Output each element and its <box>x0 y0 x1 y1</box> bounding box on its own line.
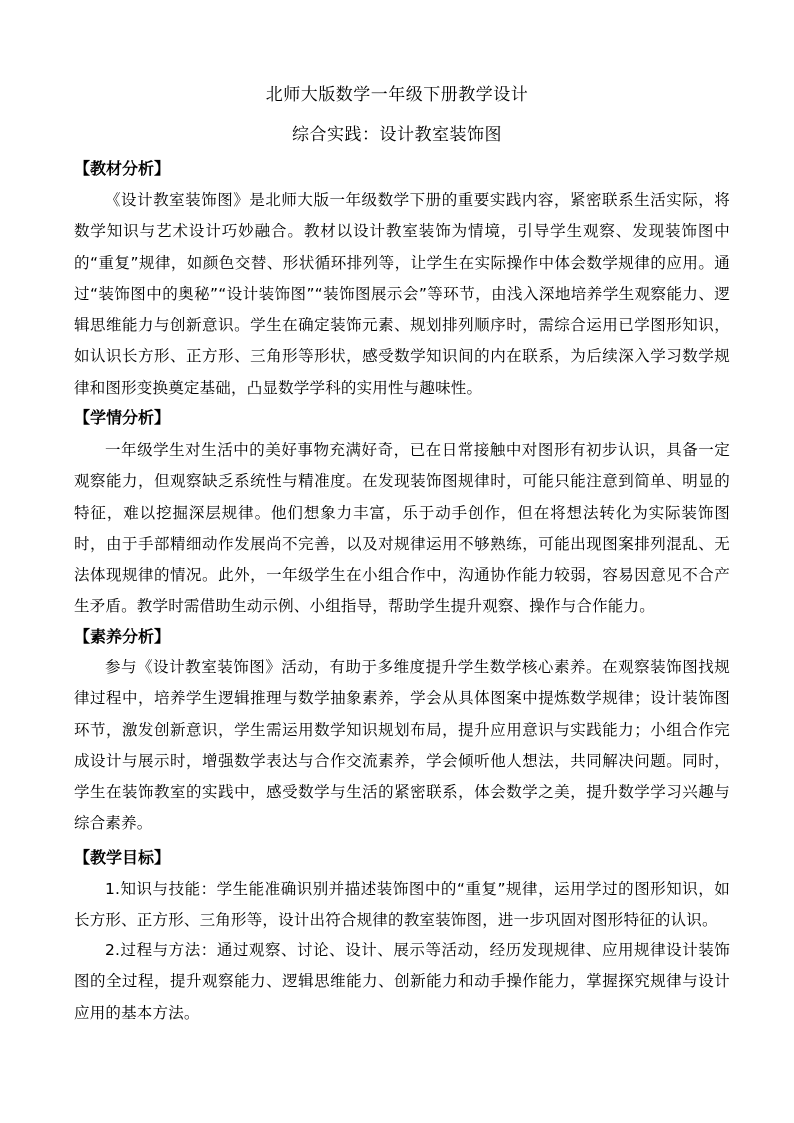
section-heading-textbook-analysis: 【教材分析】 <box>74 159 171 178</box>
document-subtitle: 综合实践：设计教室装饰图 <box>292 125 502 145</box>
document-title: 北师大版数学一年级下册教学设计 <box>265 85 529 105</box>
section-paragraph-learner-analysis: 一年级学生对生活中的美好事物充满好奇，已在日常接触中对图形有初步认识，具备一定观察能力，但观察缺乏系统性与精准度。在发现装饰图规律时，可能只能注意到简单、明显的特征，难以挖掘深层规律。他们想象力丰富，乐于动手创作，但在将想法转化为实际装饰图时，由于手部精细动作发展尚不完善，以及对规律运用不够熟练，可能出现图案排列混乱、无法体现规律的情况。此外，一年级学生在小组合作中，沟通协作能力较弱，容易因意见不合产生矛盾。教学时需借助生动示例、小组指导，帮助学生提升观察、操作与合作能力。 <box>74 441 730 616</box>
section-heading-teaching-objectives: 【教学目标】 <box>74 848 171 867</box>
section-paragraph-textbook-analysis: 《设计教室装饰图》是北师大版一年级数学下册的重要实践内容，紧密联系生活实际，将数学知识与艺术设计巧妙融合。教材以设计教室装饰为情境，引导学生观察、发现装饰图中的“重复”规律，如颜色交替、形状循环排列等，让学生在实际操作中体会数学规律的应用。通过“装饰图中的奥秘”“设计装饰图”“装饰图展示会”等环节，由浅入深地培养学生观察能力、逻辑思维能力与创新意识。学生在确定装饰元素、规划排列顺序时，需综合运用已学图形知识，如认识长方形、正方形、三角形等形状，感受数学知识间的内在联系，为后续深入学习数学规律和图形变换奠定基础，凸显数学学科的实用性与趣味性。 <box>74 191 730 397</box>
objective-item-process-methods: 2.过程与方法：通过观察、讨论、设计、展示等活动，经历发现规律、应用规律设计装饰图的全过程，提升观察能力、逻辑思维能力、创新能力和动手操作能力，掌握探究规律与设计应用的基本方法。 <box>74 941 730 1022</box>
section-heading-competency-analysis: 【素养分析】 <box>74 627 171 646</box>
objective-item-knowledge-skills: 1.知识与技能：学生能准确识别并描述装饰图中的“重复”规律，运用学过的图形知识，如长方形、正方形、三角形等，设计出符合规律的教室装饰图，进一步巩固对图形特征的认识。 <box>74 880 730 930</box>
section-paragraph-competency-analysis: 参与《设计教室装饰图》活动，有助于多维度提升学生数学核心素养。在观察装饰图找规律过程中，培养学生逻辑推理与数学抽象素养，学会从具体图案中提炼数学规律；设计装饰图环节，激发创新意识，学生需运用数学知识规划布局，提升应用意识与实践能力；小组合作完成设计与展示时，增强数学表达与合作交流素养，学会倾听他人想法，共同解决问题。同时，学生在装饰教室的实践中，感受数学与生活的紧密联系，体会数学之美，提升数学学习兴趣与综合素养。 <box>74 658 730 833</box>
section-heading-learner-analysis: 【学情分析】 <box>74 408 171 427</box>
